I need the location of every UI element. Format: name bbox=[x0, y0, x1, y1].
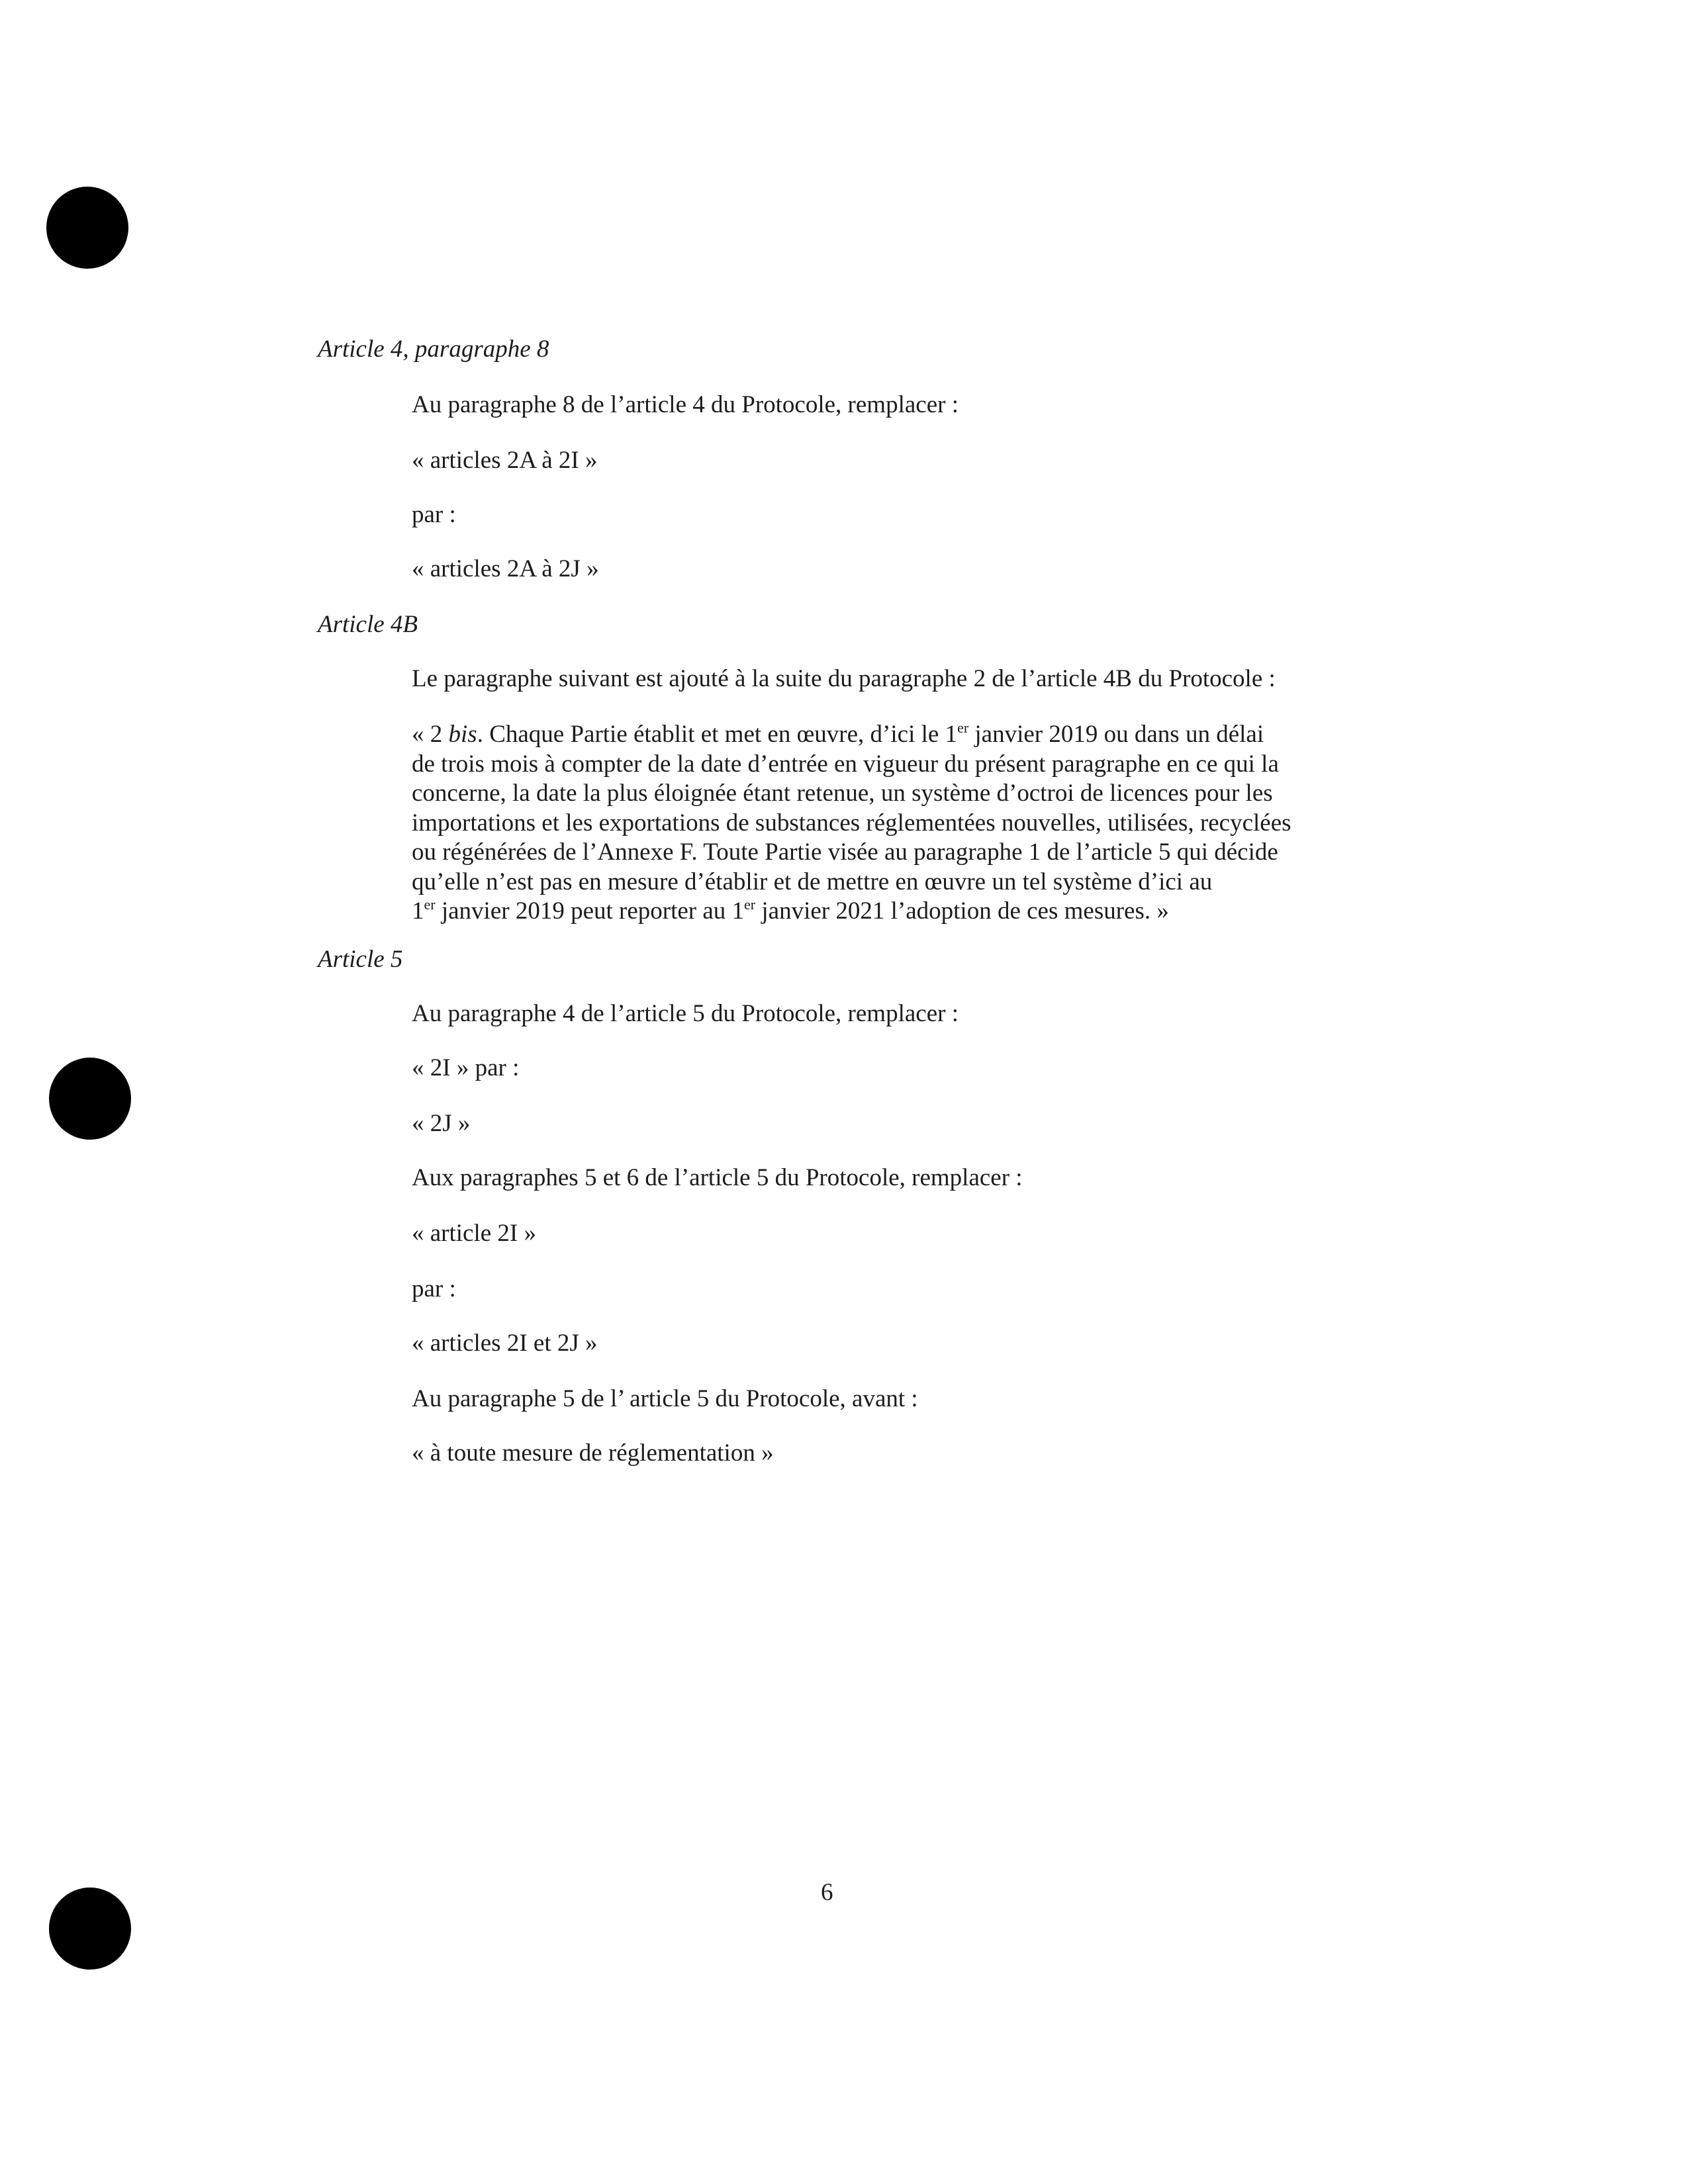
art4b-line-7: 1er janvier 2019 peut reporter au 1er janvier 2021 l’adoption de ces mesures. » bbox=[412, 896, 1169, 925]
art5-p4-old-text: « 2I » par : bbox=[412, 1054, 520, 1081]
punch-hole-middle bbox=[49, 1058, 131, 1140]
heading-article-4-par-8: Article 4, paragraphe 8 bbox=[318, 336, 549, 363]
art4p8-new-text: « articles 2A à 2J » bbox=[412, 555, 599, 582]
art4b-line-6: qu’elle n’est pas en mesure d’établir et de mettre en œuvre un tel système d’ici au bbox=[412, 868, 1213, 895]
art4p8-intro: Au paragraphe 8 de l’article 4 du Protocole, remplacer : bbox=[412, 391, 959, 418]
bis-label: bis bbox=[448, 721, 477, 748]
art5-p56-intro: Aux paragraphes 5 et 6 de l’article 5 du Protocole, remplacer : bbox=[412, 1164, 1023, 1191]
art4b-line-1: « 2 bis. Chaque Partie établit et met en œuvre, d’ici le 1er janvier 2019 ou dans un délai bbox=[412, 719, 1264, 748]
art5-p5-intro: Au paragraphe 5 de l’ article 5 du Protocole, avant : bbox=[412, 1385, 918, 1412]
punch-hole-top bbox=[46, 187, 128, 269]
art4b-line-3: concerne, la date la plus éloignée étant retenue, un système d’octroi de licences pour les bbox=[412, 780, 1273, 807]
art5-p56-par: par : bbox=[412, 1275, 456, 1302]
art5-p5-text: « à toute mesure de réglementation » bbox=[412, 1439, 774, 1467]
art4b-line-2: de trois mois à compter de la date d’entrée en vigueur du présent paragraphe en ce qui la bbox=[412, 750, 1279, 778]
art4b-intro: Le paragraphe suivant est ajouté à la suite du paragraphe 2 de l’article 4B du Protocole : bbox=[412, 665, 1276, 692]
art4b-line-5: ou régénérées de l’Annexe F. Toute Partie visée au paragraphe 1 de l’article 5 qui décide bbox=[412, 839, 1278, 866]
art5-p4-new-text: « 2J » bbox=[412, 1110, 471, 1137]
art4b-line-4: importations et les exportations de substances réglementées nouvelles, utilisées, recyclées bbox=[412, 809, 1291, 837]
art5-p56-new-text: « articles 2I et 2J » bbox=[412, 1330, 598, 1357]
punch-hole-bottom bbox=[49, 1888, 131, 1970]
art5-p56-old-text: « article 2I » bbox=[412, 1220, 536, 1247]
art4b-quoted-paragraph bbox=[412, 720, 1352, 927]
page-number: 6 bbox=[821, 1879, 833, 1906]
heading-article-5: Article 5 bbox=[318, 946, 403, 973]
art4p8-par: par : bbox=[412, 501, 456, 528]
art5-p4-intro: Au paragraphe 4 de l’article 5 du Protocole, remplacer : bbox=[412, 1000, 959, 1027]
heading-article-4b: Article 4B bbox=[318, 611, 418, 638]
art4p8-old-text: « articles 2A à 2I » bbox=[412, 447, 598, 474]
